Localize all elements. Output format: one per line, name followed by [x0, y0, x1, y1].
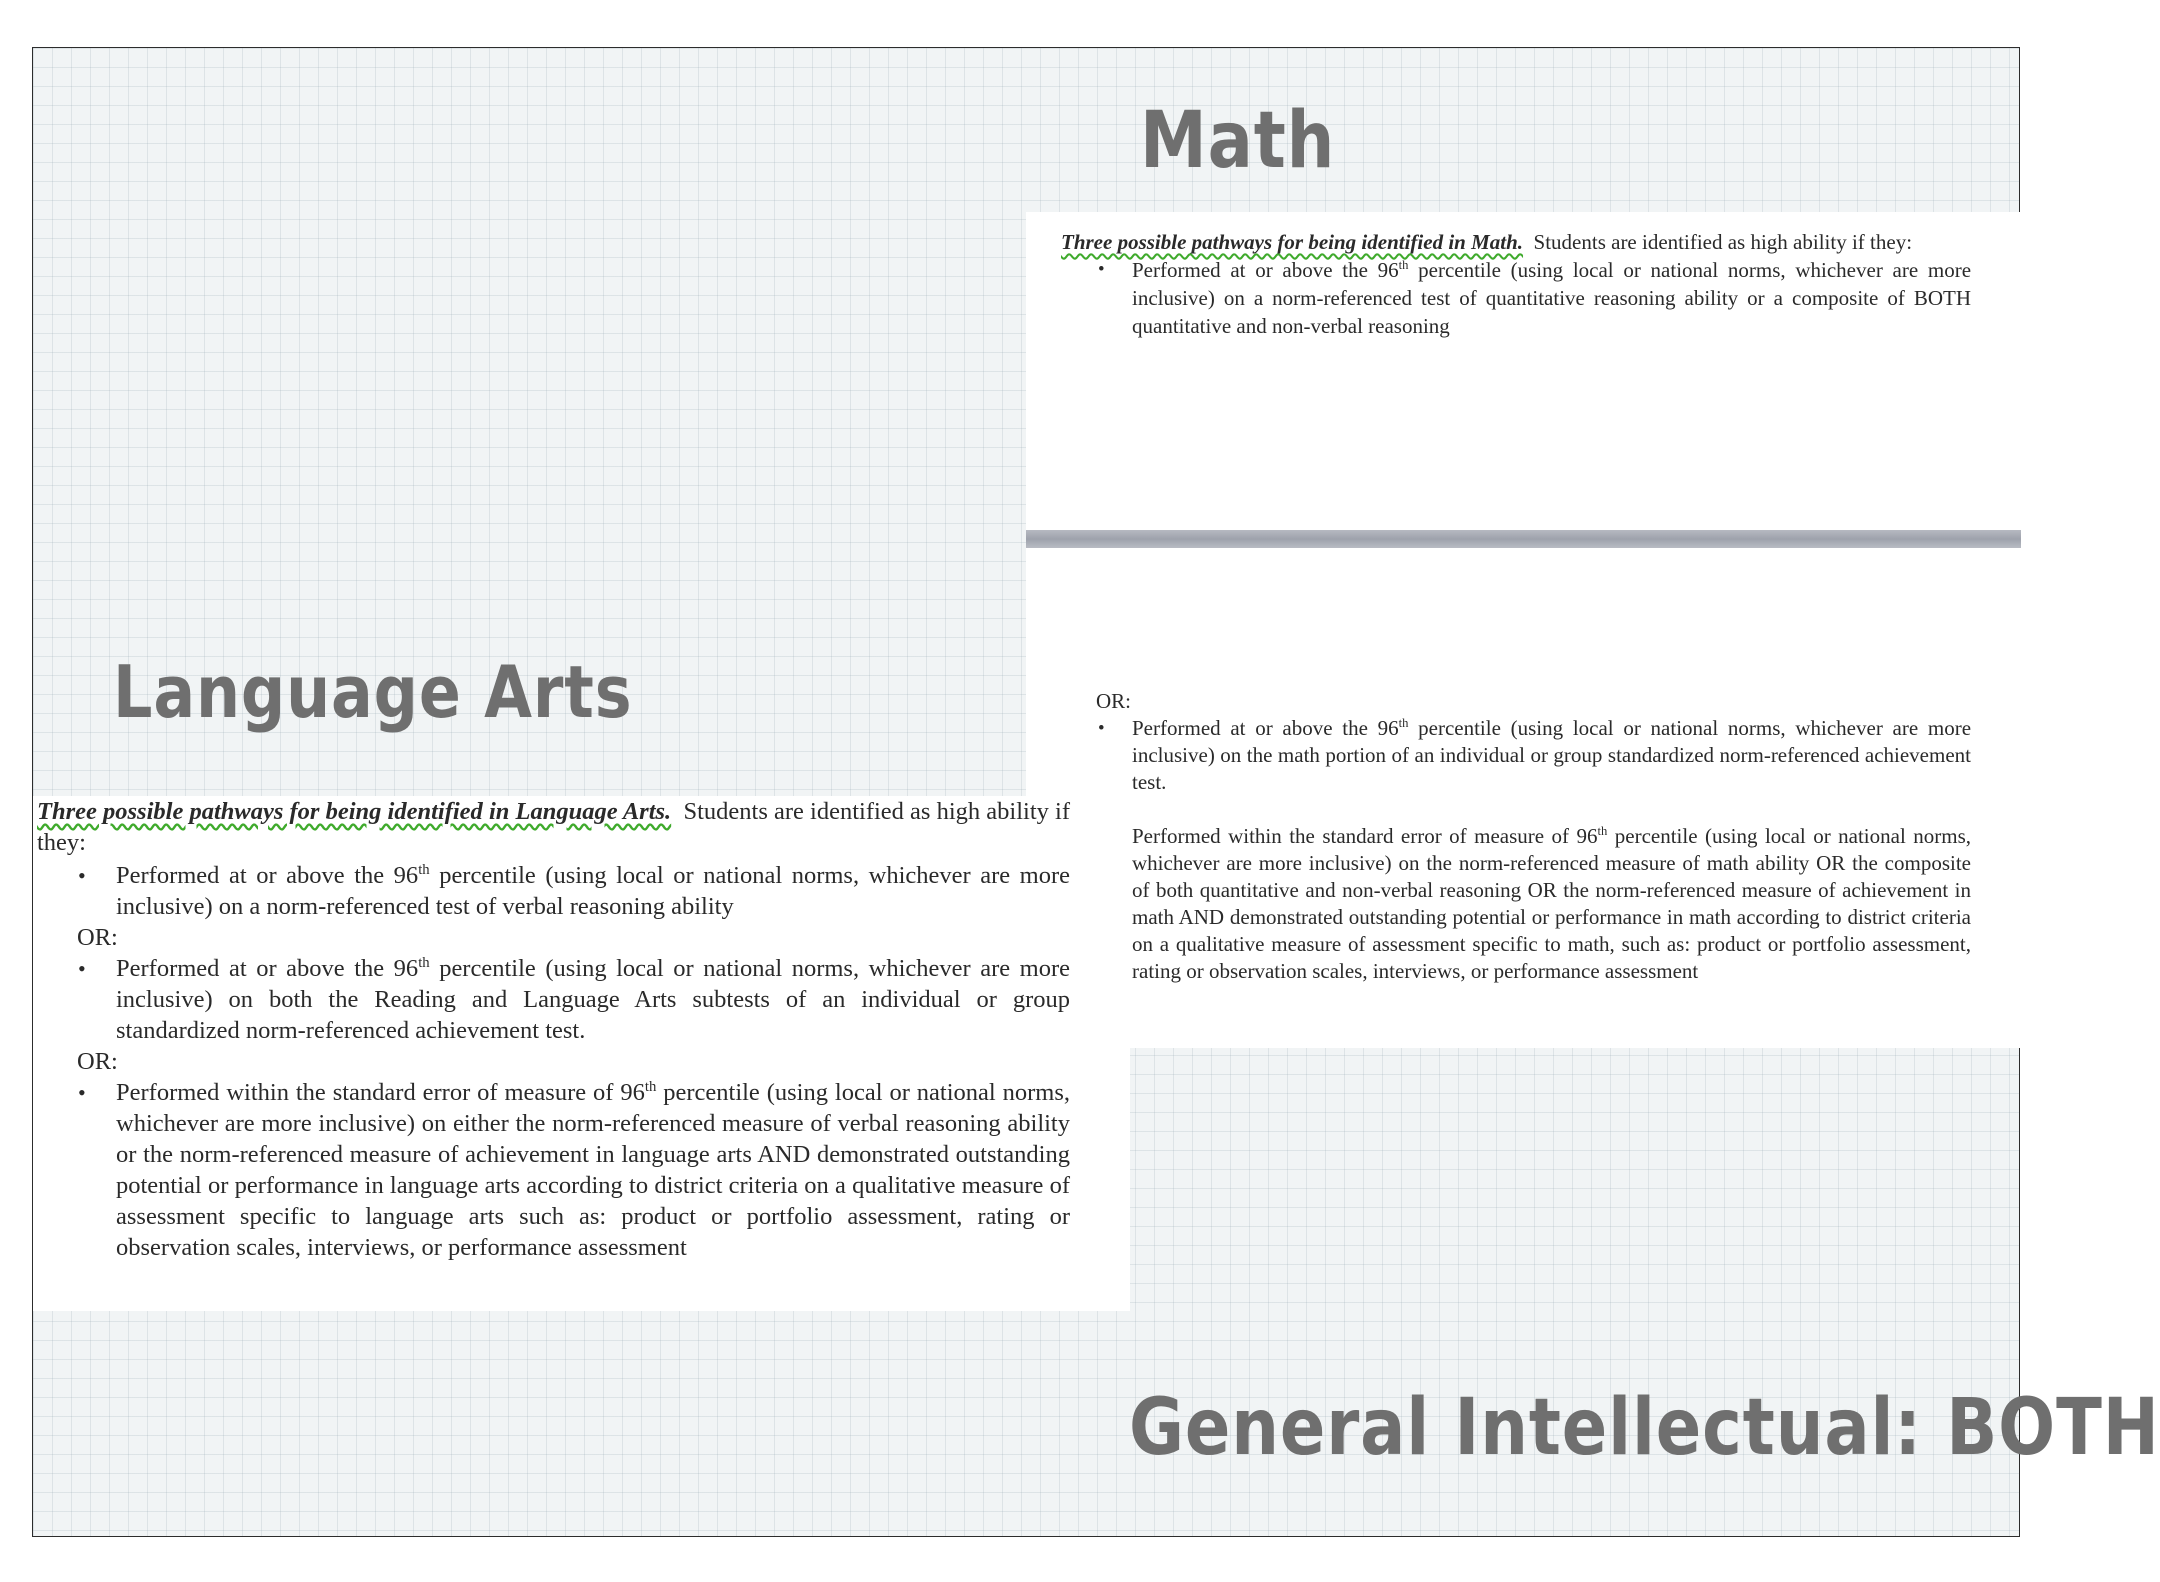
language-arts-heading: Language Arts	[113, 650, 633, 734]
bullet-icon: •	[78, 956, 86, 981]
bullet-icon: •	[1098, 259, 1105, 280]
math-paragraph-3: Performed within the standard error of measure of 96th percentile (using local or national norms, whichever are more inclusive) on the norm-referenced measure of math ability OR the composite of both quantitative and non-verbal reasoning OR the norm-referenced measure of achievement in math AND demonstrated outstanding potential or performance in math according to district criteria on a qualitative measure of assessment specific to math, such as: product or portfolio assessment, rating or observation scales, interviews, or performance assessment	[1132, 824, 1971, 983]
la-or-label-1: OR:	[77, 924, 118, 951]
la-lead-paragraph	[37, 796, 1070, 858]
math-lead-title: Three possible pathways for being identified in Math.	[1061, 230, 1524, 254]
la-lead-title: Three possible pathways for being identified in Language Arts.	[37, 798, 672, 825]
page-divider	[1026, 530, 2021, 548]
bullet-icon: •	[1098, 718, 1105, 739]
math-lead-text: Students are identified as high ability if they:	[1533, 230, 1913, 254]
math-document-top	[1026, 212, 2021, 530]
math-heading: Math	[1140, 96, 1336, 186]
math-or-label: OR:	[1096, 689, 1132, 713]
math-lead-paragraph	[1061, 228, 1971, 256]
la-bullet-1: • Performed at or above the 96th percentile (using local or national norms, whichever are more inclusive) on a norm-referenced test of verbal reasoning ability	[78, 861, 1071, 920]
general-intellectual-heading: General Intellectual: BOTH	[1129, 1383, 2160, 1473]
la-bullet-3: • Performed within the standard error of measure of 96th percentile (using local or national norms, whichever are more inclusive) on either the norm-referenced measure of verbal reasoning ability or the norm-referenced measure of achievement in language arts AND demonstrated outstanding potential or performance in language arts according to district criteria on a qualitative measure of assessment specific to language arts such as: product or portfolio assessment, rating or observation scales, interviews, or performance assessment	[78, 1078, 1070, 1261]
math-bullet-2: • Performed at or above the 96th percentile (using local or national norms, whichever are more inclusive) on the math portion of an individual or group standardized norm-referenced achievement test.	[1098, 716, 1972, 794]
slide	[32, 47, 2160, 1537]
la-or-label-2: OR:	[77, 1048, 118, 1075]
math-document-bottom	[1026, 548, 2021, 1048]
la-lead-text: Students are identified as high ability if they:	[37, 798, 1070, 856]
language-arts-document	[33, 796, 1130, 1311]
la-bullet-2: • Performed at or above the 96th percentile (using local or national norms, whichever are more inclusive) on both the Reading and Language Arts subtests of an individual or group standardized norm-referenced achievement test.	[78, 954, 1071, 1044]
bullet-icon: •	[78, 1080, 86, 1105]
math-bullet-1: • Performed at or above the 96th percentile (using local or national norms, whichever are more inclusive) on a norm-referenced test of quantitative reasoning ability or a composite of BOTH quantitative and non-verbal reasoning	[1098, 258, 1972, 338]
bullet-icon: •	[78, 863, 86, 888]
